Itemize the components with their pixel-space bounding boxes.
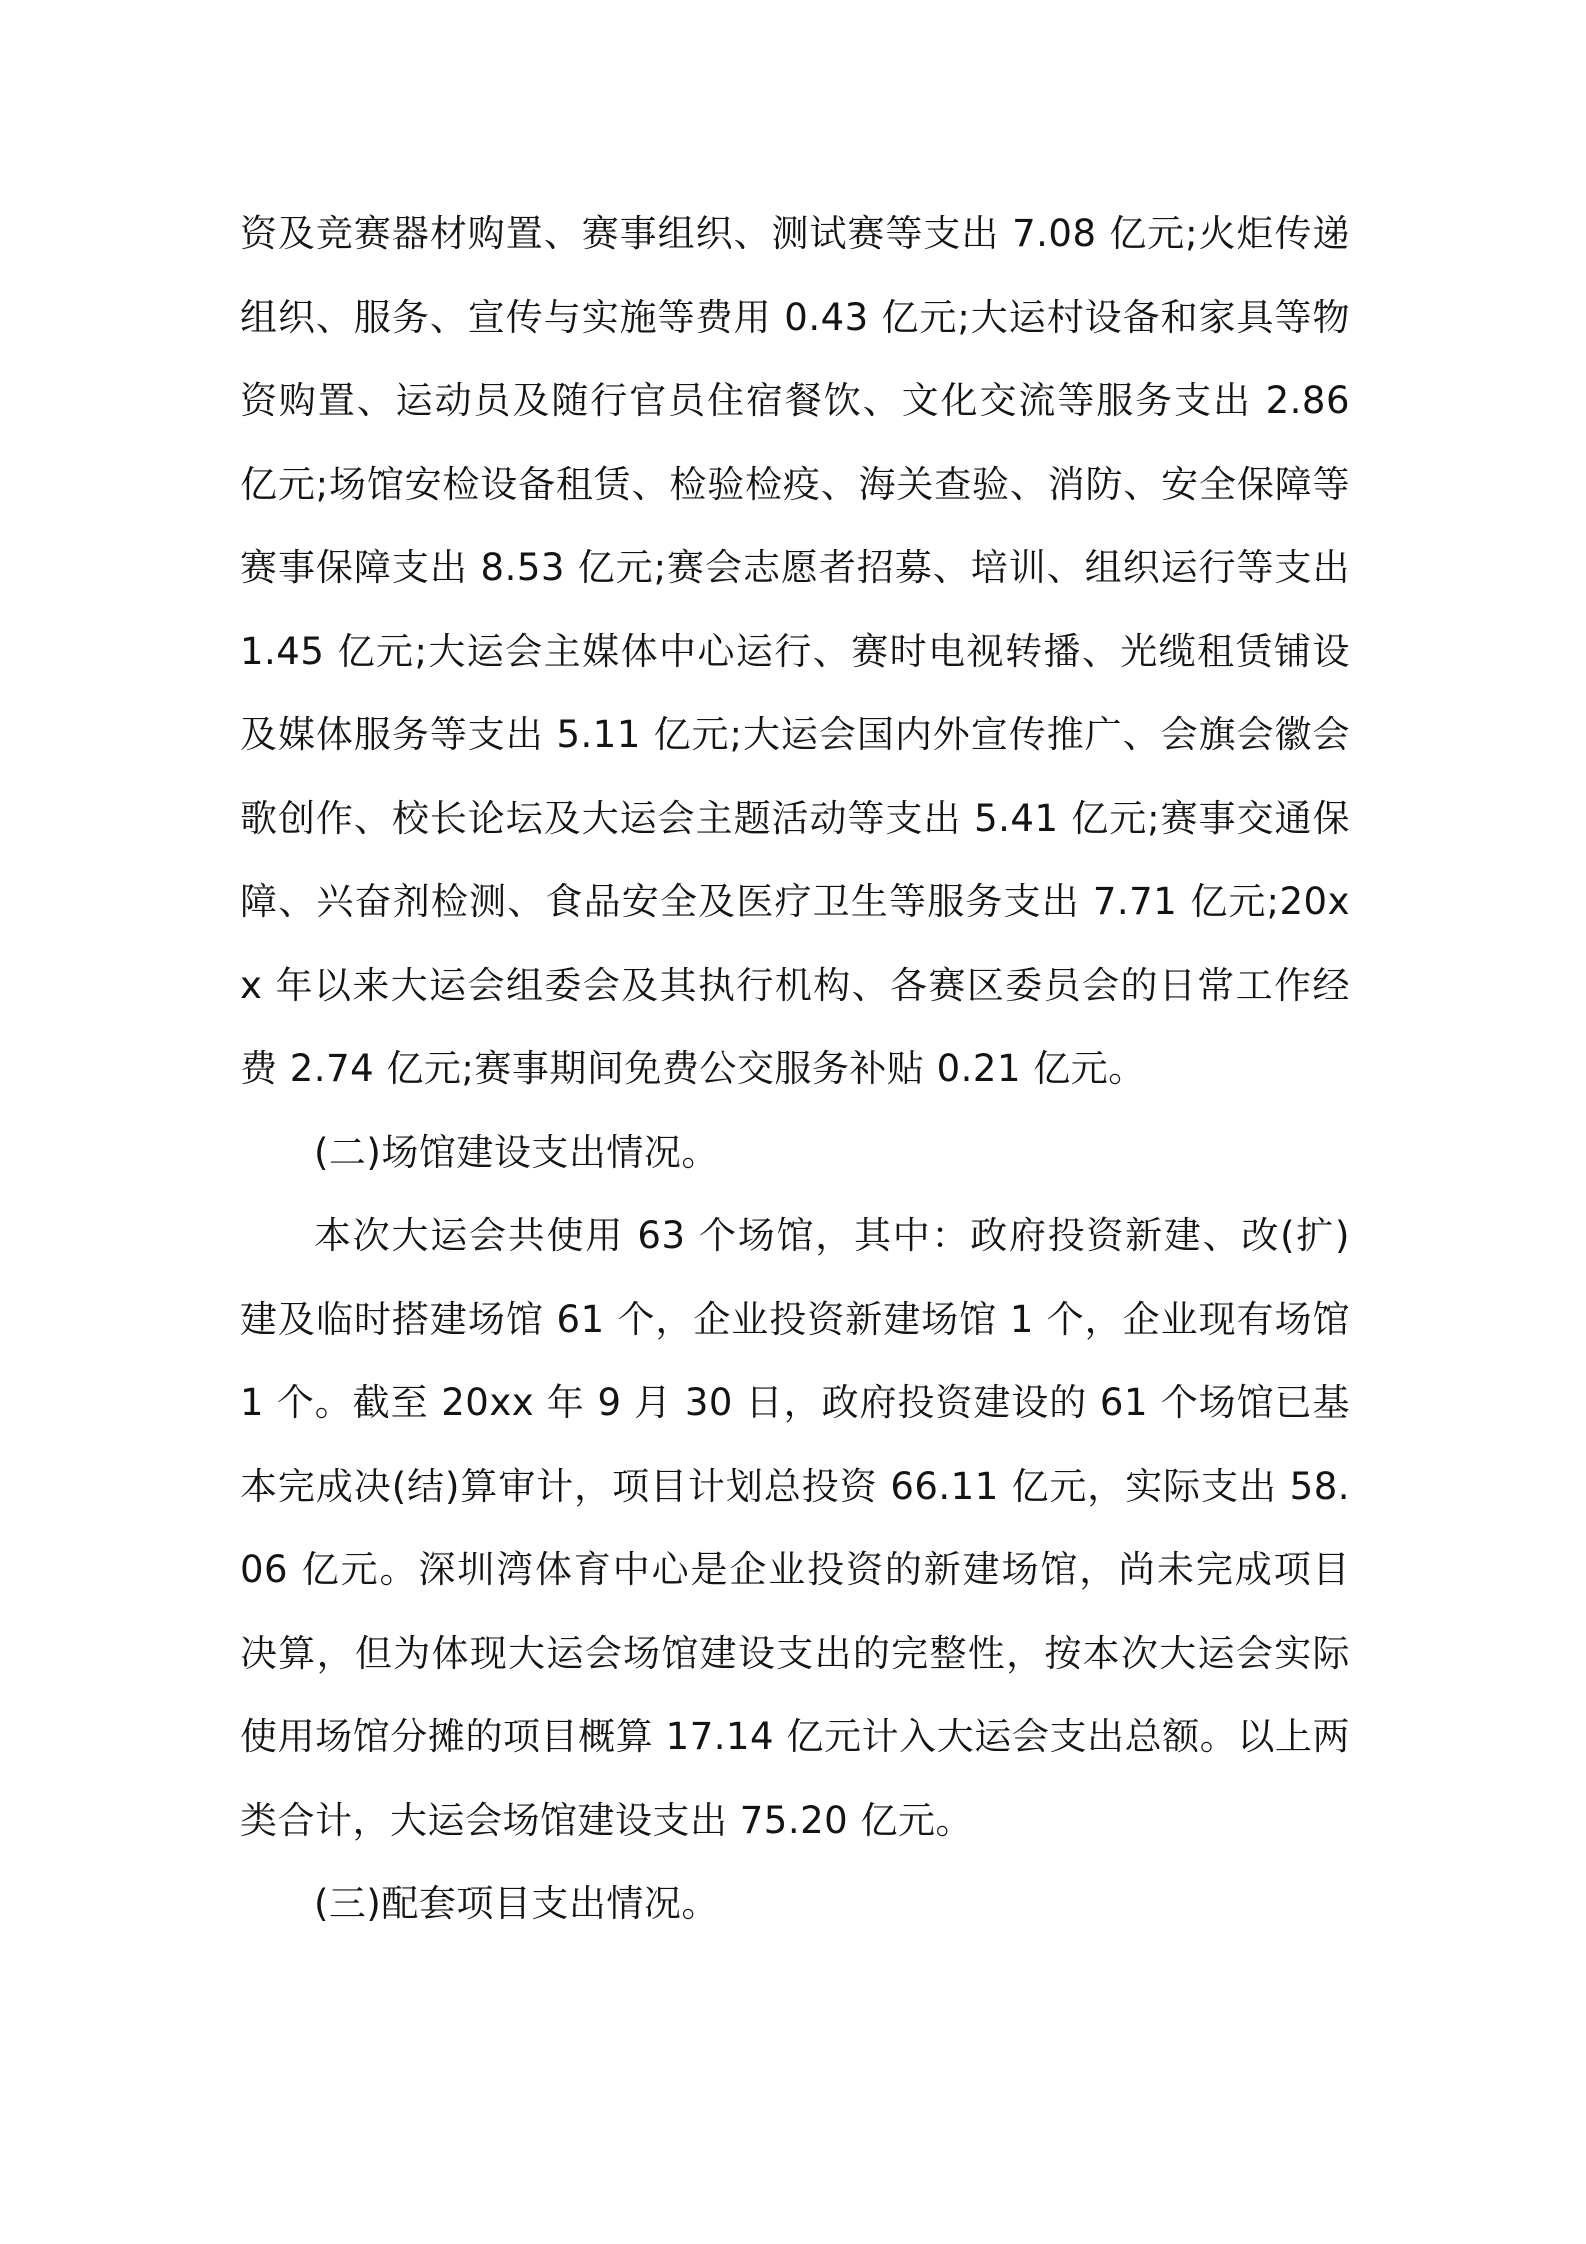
paragraph-venue-construction: 本次大运会共使用 63 个场馆，其中：政府投资新建、改(扩)建及临时搭建场馆 61 个，企业投资新建场馆 1 个，企业现有场馆 1 个。截至 20xx 年 9 月 30 日，政府投资建设的 61 个场馆已基本完成决(结)算审计，项目计划总投资 66.11 亿元，实际支出 58.06 亿元。深圳湾体育中心是企业投资的新建场馆，尚未完成项目决算，但为体现大运会场馆建设支出的完整性，按本次大运会实际使用场馆分摊的项目概算 17.14 亿元计入大运会支出总额。以上两类合计，大运会场馆建设支出 75.20 亿元。 <box>240 1214 1350 1842</box>
paragraph-expenditure-details: 资及竞赛器材购置、赛事组织、测试赛等支出 7.08 亿元;火炬传递组织、服务、宣传与实施等费用 0.43 亿元;大运村设备和家具等物资购置、运动员及随行官员住宿餐饮、文化交流等服务支出 2.86 亿元;场馆安检设备租赁、检验检疫、海关查验、消防、安全保障等赛事保障支出 8.53 亿元;赛会志愿者招募、培训、组织运行等支出 1.45 亿元;大运会主媒体中心运行、赛时电视转播、光缆租赁铺设及媒体服务等支出 5.11 亿元;大运会国内外宣传推广、会旗会徽会歌创作、校长论坛及大运会主题活动等支出 5.41 亿元;赛事交通保障、兴奋剂检测、食品安全及医疗卫生等服务支出 7.71 亿元;20xx 年以来大运会组委会及其执行机构、各赛区委员会的日常工作经费 2.74 亿元;赛事期间免费公交服务补贴 0.21 亿元。 <box>240 212 1350 1090</box>
section-heading-venue-construction: (二)场馆建设支出情况。 <box>314 1130 719 1174</box>
body-text <box>240 192 1350 1946</box>
section-heading-supporting-projects: (三)配套项目支出情况。 <box>314 1882 719 1925</box>
